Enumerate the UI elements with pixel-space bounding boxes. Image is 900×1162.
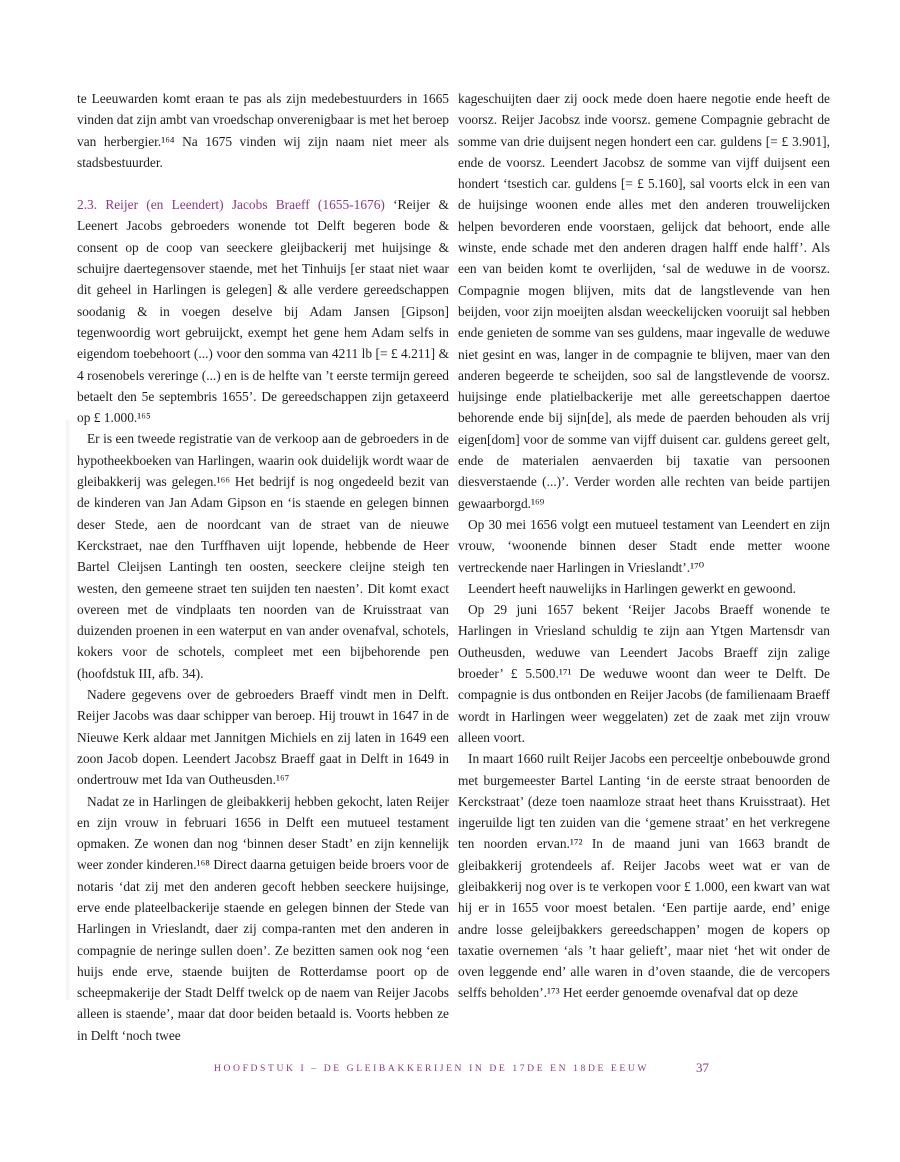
- section-name-surname: Jacobs Braeff: [231, 197, 310, 213]
- paragraph: Nadere gegevens over de gebroeders Braeff vindt men in Delft. Reijer Jacobs was daar schipper van beroep. Hij trouwt in 1647 in de Nieuwe Kerk aldaar met Jannitgen Michiels en zij laten in 1649 een zoon Jacob dopen. Leendert Jacobsz Braeff gaat in Delft in 1649 in ondertrouw met Ida van Outheusden.¹⁶⁷: [77, 687, 449, 788]
- binding-shadow: [66, 420, 72, 1000]
- section-paragraph: [77, 194, 449, 428]
- page-footer: [0, 1060, 900, 1083]
- paragraph: Op 29 juni 1657 bekent ‘Reijer Jacobs Braeff wonende te Harlingen in Vriesland schuldig te zijn aan Ytgen Martensdr van Outheusden, weduwe van Leendert Jacobs Braeff zijn zalige broeder’ £ 5.500.¹⁷¹ De weduwe woont dan weer te Delft. De compagnie is dus ontbonden en Reijer Jacobs (de familienaam Braeff wordt in Harlingen weer weggelaten) zet de zaak met zijn vrouw alleen voort.: [458, 602, 830, 745]
- paragraph: Er is een tweede registratie van de verkoop aan de gebroeders in de hypotheekboeken van Harlingen, waarin ook duidelijk wordt waar de gleibakkerij was gelegen.¹⁶⁶ Het bedrijf is nog ongedeeld bezit van de kinderen van Jan Adam Gipson en ‘is staende en gelegen binnen deser Stede, aen de noordcant van de straet van de nieuwe Kerckstraet, nae den Turffhaven uijt lopende, hebbende de Heer Bartel Cleijsen Lantingh ten oosten, seeckere cleijne steigh ten westen, den gemeene straet ten suijden ten naesten’. Dit komt exact overeen met de vindplaats ten noorden van de Kruisstraat van duizenden proenen in een waterput en van ander ovenafval, schotels, kokers voor de schotels, compleet met een bijbehorende pen (hoofdstuk III, afb. 34).: [77, 431, 449, 681]
- right-column: [458, 88, 830, 1004]
- paragraph: Leendert heeft nauwelijks in Harlingen gewerkt en gewoond.: [468, 580, 796, 596]
- running-head: HOOFDSTUK I – DE GLEIBAKKERIJEN IN DE 17DE EN 18DE EEUW: [214, 1063, 650, 1074]
- section-dates: (1655-1676): [317, 197, 385, 213]
- paragraph: In maart 1660 ruilt Reijer Jacobs een perceeltje onbebouwde grond met burgemeester Bartel Lanting ‘in de eerste straat benoorden de Kerckstraat’ (deze toen naamloze straat heet thans Kruisstraat). Het ingeruilde ligt ten zuiden van die ‘gemene straat’ en het verkregene ten noorden ervan.¹⁷² In de maand juni van 1663 brandt de gleibakkerij grotendeels af. Reijer Jacobs weet wat er van de gleibakkerij nog over is te verkopen voor £ 1.000, een kwart van wat hij er in 1655 voor moest betalen. ‘Een partije aarde, end’ enige andre losse geleijbakkers gereedschappen’ mogen de kopers op taxatie overnemen ‘als ’t haar gelieft’, maar niet ‘het wit onder de oven leggende end’ alle waren in d’oven staande, die de vercopers selffs beholden’.¹⁷³ Het eerder genoemde ovenafval dat op deze: [458, 751, 830, 1001]
- page-number: 37: [696, 1060, 709, 1075]
- paragraph: Nadat ze in Harlingen de gleibakkerij hebben gekocht, laten Reijer en zijn vrouw in februari 1656 in Delft een mutueel testament opmaken. Ze wonen dan nog ‘binnen deser Stadt’ en zijn kennelijk weer zonder kinderen.¹⁶⁸ Direct daarna getuigen beide broers voor de notaris ‘dat zij met den anderen gecoft hebben seeckere huijsinge, erve ende plateelbackerije staende en gelegen binnen der Stede van Harlingen in Vrieslandt, daer zij compa-ranten met den anderen in compagnie de neringe sullen doen’. Ze bezitten samen ook nog ‘een huijs ende erve, staende buijten de Rotterdamse poort op de scheepmakerije der Stadt Delff twelck op de naem van Reijer Jacobs alleen is staende’, maar dat door beiden betaald is. Voorts hebben ze in Delft ‘noch twee: [77, 793, 449, 1043]
- paragraph: Op 30 mei 1656 volgt een mutueel testament van Leendert en zijn vrouw, ‘woonende binnen deser Stadt ende metter woone vertreckende naer Harlingen in Vrieslandt’.¹⁷⁰: [458, 516, 830, 575]
- paragraph: kageschuijten daer zij oock mede doen haere negotie ende heeft de voorsz. Reijer Jacobsz inde voorsz. gemene Compagnie gebracht de somme van drie duijsent negen hondert een car. guldens [= £ 3.901], ende de voorsz. Leendert Jacobsz de somme van vijff duijsent een hondert ‘tsestich car. guldens [= £ 5.160], sal voorts elck in een van de huijsinge woonen ende alles met den anderen trouwelijcken helpen bevorderen ende voorstaen, gelijck dat behoort, ende alle winste, ende schade met den anderen dragen halff ende halff’. Als een van beiden komt te overlijden, ‘sal de weduwe in de voorsz. Compagnie mogen blijven, mits dat de langstlevende van hen beijden, voor zijn moeijten alsdan weeckelijcken vooruijt sal hebben ende genieten de somme van ses guldens, maar ingevalle de weduwe niet gesint en was, langer in de compagnie te blijven, maer van den anderen begeerde te scheijden, soo sal de langstlevende de voorsz. huijsinge ende platielbackerije met alle gereetschappen daertoe behorende ende bij sijn[de], als mede de paerden behouden als vrij eigen[dom] voor de somme van vijff duisent car. guldens gereet gelt, ende de materialen aenvaerden bij taxatie van persoonen diesverstaende (...)’. Verder worden alle rechten van beide partijen gewaarborgd.¹⁶⁹: [458, 91, 830, 511]
- section-name: Reijer: [105, 197, 139, 213]
- paragraph: te Leeuwarden komt eraan te pas als zijn medebestuurders in 1665 vinden dat zijn ambt van vroedschap onverenigbaar is met het beroep van herbergier.¹⁶⁴ Na 1675 vinden wij zijn naam niet meer als stadsbestuurder.: [77, 91, 449, 170]
- left-column: [77, 88, 449, 1046]
- section-name-parenthetical: (en Leendert): [146, 197, 224, 213]
- section-number: 2.3.: [77, 197, 98, 213]
- section-text: ‘Reijer & Leenert Jacobs gebroeders wonende tot Delft begeren bode & consent op de coop van seeckere gleijbackerij met huijsinge & schuijre daertegensover staende, met het Tinhuijs [er staat niet waar dit geheel in Harlingen is gelegen] & alle verdere gereedschappen soodanig & in voegen deselve bij Adam Jansen [Gipson] tegenwoordig wort gebruijckt, exempt het gene hem Adam selfs in eigendom toebehoort (...) voor den somma van 4211 lb [= £ 4.211] & 4 rosenobels vereringe (...) en is de helfte van ’t eerste termijn gereed betaelt den 5e septembris 1655’. De gereedschappen zijn getaxeerd op £ 1.000.¹⁶⁵: [77, 197, 449, 426]
